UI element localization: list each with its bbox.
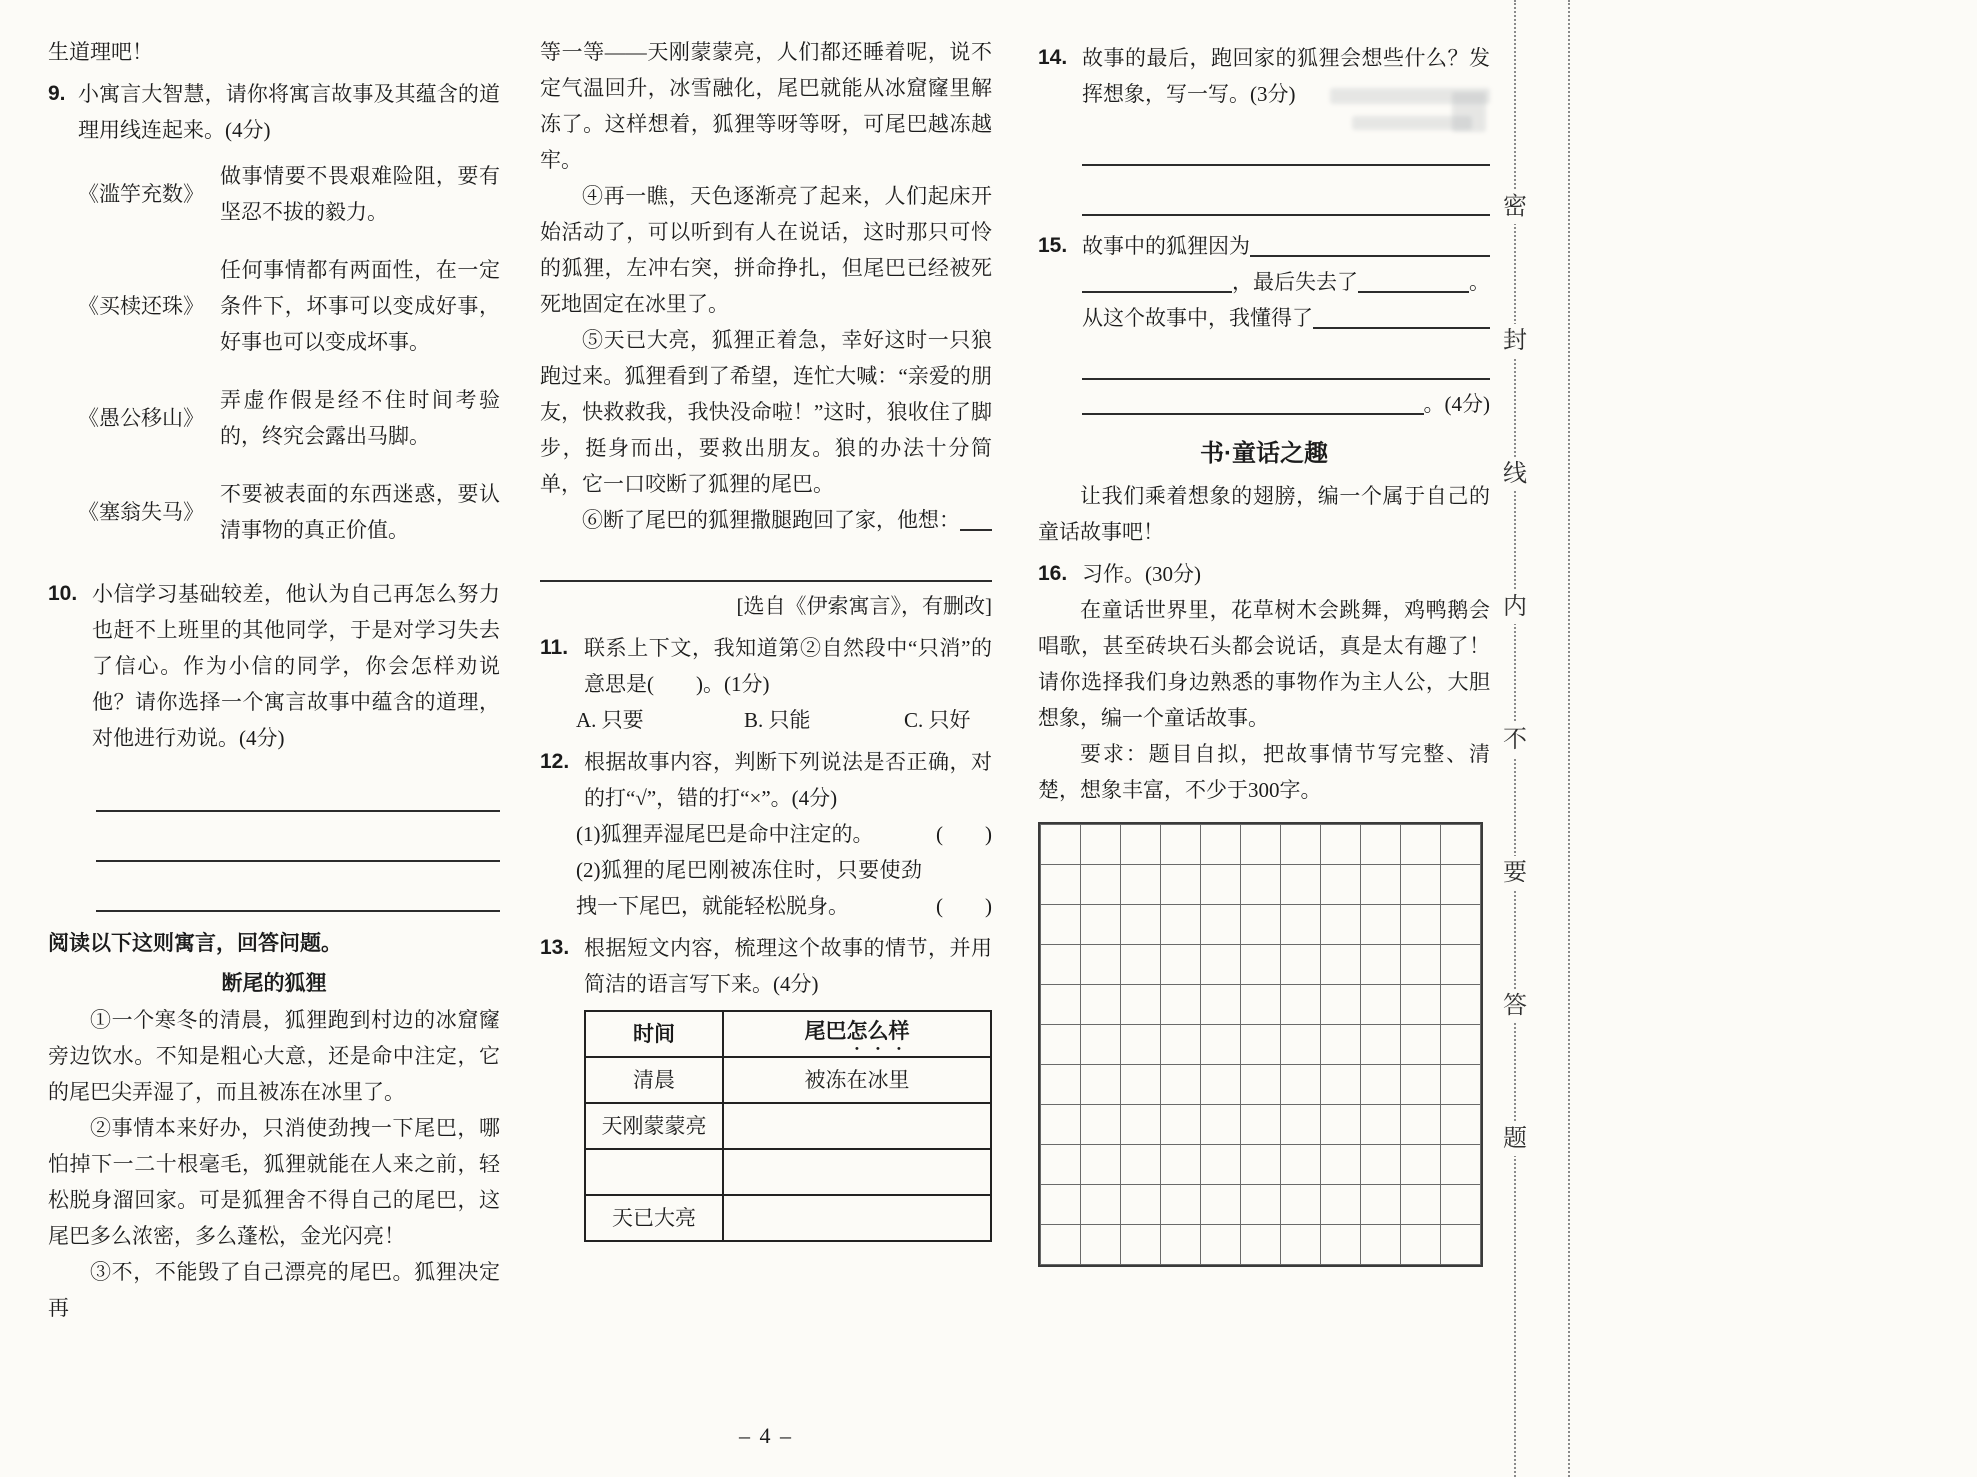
question-11-options <box>540 702 992 738</box>
answer-blank <box>96 818 500 862</box>
question-10-stem: 小信学习基础较差，他认为自己再怎么努力也赶不上班里的其他同学，于是对学习失去了信心。作为小信的同学，你会怎样劝说他？请你选择一个寓言故事中蕴含的道理，对他进行劝说。(4分) <box>92 582 500 750</box>
table-header-tail: 尾巴怎么样 <box>723 1011 991 1057</box>
answer-blank <box>960 529 992 531</box>
middle-column <box>540 34 992 1242</box>
table-cell <box>723 1195 991 1241</box>
question-16 <box>1038 556 1490 592</box>
reading-instruction: 阅读以下这则寓言，回答问题。 <box>48 932 342 955</box>
table-cell <box>723 1149 991 1195</box>
judge-item-2 <box>540 852 992 924</box>
story-paragraph-5: ⑤天已大亮，狐狸正着急，幸好这时一只狼跑过来。狐狸看到了希望，连忙大喊：“亲爱的朋友，快救救我，我快没命啦！”这时，狼收住了脚步，挺身而出，要救出朋友。狼的办法十分简单，它一口咬断了狐狸的尾巴。 <box>540 328 992 496</box>
option-a: A. 只要 <box>576 708 644 732</box>
binding-dotted-line-outer <box>1568 0 1570 1477</box>
story-paragraph-6 <box>540 502 992 538</box>
question-15 <box>1038 228 1490 422</box>
table-header-time: 时间 <box>585 1011 723 1057</box>
question-15-line-3: 从这个故事中，我懂得了 <box>1082 300 1490 336</box>
question-16-stem: 习作。(30分) <box>1082 562 1201 586</box>
question-9-stem: 小寓言大智慧，请你将寓言故事及其蕴含的道理用线连起来。(4分) <box>78 82 500 142</box>
composition-writing-grid[interactable] <box>1038 822 1483 1267</box>
question-13-number: 13. <box>540 936 570 959</box>
question-11-stem: 联系上下文，我知道第②自然段中“只消”的意思是( )。(1分) <box>584 636 992 696</box>
question-13 <box>540 930 992 1242</box>
page-number: – 4 – <box>739 1423 793 1448</box>
fable-moral: 任何事情都有两面性，在一定条件下，坏事可以变成好事，好事也可以变成坏事。 <box>220 258 500 354</box>
source-attribution: [选自《伊索寓言》，有删改] <box>736 594 992 618</box>
fable-moral: 弄虚作假是经不住时间考验的，终究会露出马脚。 <box>220 388 500 448</box>
binding-text-char: 封 <box>1498 324 1532 358</box>
question-12-stem: 根据故事内容，判断下列说法是否正确，对的打“√”，错的打“×”。(4分) <box>584 750 992 810</box>
question-16-number: 16. <box>1038 562 1068 585</box>
answer-blank <box>1313 327 1490 329</box>
binding-text-char: 内 <box>1498 590 1532 624</box>
answer-blank <box>1082 172 1490 216</box>
judge-item-1-parentheses: ( ) <box>936 822 992 846</box>
answer-blank <box>1082 122 1490 166</box>
fable-title: 《买椟还珠》 <box>78 294 204 318</box>
table-row <box>585 1149 991 1195</box>
question-10-number: 10. <box>48 582 78 605</box>
question-15-line-5: 。(4分) <box>1082 386 1490 422</box>
story-paragraph-6-text: ⑥断了尾巴的狐狸撒腿跑回了家，他想： <box>582 508 960 532</box>
matching-exercise <box>78 158 500 548</box>
fable-title: 《塞翁失马》 <box>78 500 204 524</box>
answer-blank <box>96 868 500 912</box>
question-14-stem: 故事的最后，跑回家的狐狸会想些什么？发挥想象，写一写。(3分) <box>1082 46 1490 106</box>
left-column <box>48 34 500 1326</box>
binding-text-char: 密 <box>1498 190 1532 224</box>
section-heading: 书·童话之趣 <box>1200 440 1328 467</box>
story-paragraph-2: ②事情本来好办，只消使劲拽一下尾巴，哪怕掉下一二十根毫毛，狐狸就能在人来之前，轻松脱身溜回家。可是狐狸舍不得自己的尾巴，这尾巴多么浓密，多么蓬松，金光闪亮！ <box>48 1116 500 1248</box>
question-16-requirements: 要求：题目自拟，把故事情节写完整、清楚，想象丰富，不少于300字。 <box>1038 742 1490 802</box>
story-paragraph-4: ④再一瞧，天色逐渐亮了起来，人们起床开始活动了，可以听到有人在说话，这时那只可怜的狐狸，左冲右突，拼命挣扎，但尾巴已经被死死地固定在冰里了。 <box>540 184 992 316</box>
option-c: C. 只好 <box>904 708 971 732</box>
fable-moral: 不要被表面的东西迷惑，要认清事物的真正价值。 <box>220 482 500 542</box>
table-cell: 天刚蒙蒙亮 <box>585 1103 723 1149</box>
story-paragraph-1: ①一个寒冬的清晨，狐狸跑到村边的冰窟窿旁边饮水。不知是粗心大意，还是命中注定，它的尾巴尖弄湿了，而且被冻在冰里了。 <box>48 1008 500 1104</box>
plot-table <box>584 1010 992 1242</box>
binding-text-char: 线 <box>1498 457 1532 491</box>
fable-title: 《愚公移山》 <box>78 406 204 430</box>
option-b: B. 只能 <box>744 708 811 732</box>
matching-pair <box>78 158 500 230</box>
matching-pair <box>78 252 500 360</box>
question-9 <box>48 76 500 570</box>
fable-moral: 做事情要不畏艰难险阻，要有坚忍不拔的毅力。 <box>220 164 500 224</box>
table-row <box>585 1103 991 1149</box>
story-paragraph-3-continued: 等一等——天刚蒙蒙亮，人们都还睡着呢，说不定气温回升，冰雪融化，尾巴就能从冰窟窿里解冻了。这样想着，狐狸等呀等呀，可尾巴越冻越牢。 <box>540 40 992 172</box>
question-10 <box>48 576 500 756</box>
question-12 <box>540 744 992 816</box>
question-16-prompt: 在童话世界里，花草树木会跳舞，鸡鸭鹅会唱歌，甚至砖块石头都会说话，真是太有趣了！请你选择我们身边熟悉的事物作为主人公，大胆想象，编一个童话故事。 <box>1038 598 1490 730</box>
answer-blank <box>1082 336 1490 380</box>
table-header-row <box>585 1011 991 1057</box>
judge-item-1-text: (1)狐狸弄湿尾巴是命中注定的。 <box>576 822 874 846</box>
question-11 <box>540 630 992 702</box>
question-12-number: 12. <box>540 750 570 773</box>
carryover-text: 生道理吧！ <box>48 40 153 64</box>
answer-blank <box>96 768 500 812</box>
question-9-number: 9. <box>48 82 66 105</box>
table-cell <box>585 1149 723 1195</box>
question-15-line-2: ，最后失去了 。 <box>1082 264 1490 300</box>
question-15-line-1: 故事中的狐狸因为 <box>1082 228 1490 264</box>
matching-pair <box>78 382 500 454</box>
judge-item-2-text: (2)狐狸的尾巴刚被冻住时，只要使劲拽一下尾巴，就能轻松脱身。 <box>576 858 922 918</box>
question-13-stem: 根据短文内容，梳理这个故事的情节，并用简洁的语言写下来。(4分) <box>584 936 992 996</box>
binding-text-char: 要 <box>1498 856 1532 890</box>
fable-title: 《滥竽充数》 <box>78 182 204 206</box>
table-cell: 被冻在冰里 <box>723 1057 991 1103</box>
table-cell <box>723 1103 991 1149</box>
question-15-number: 15. <box>1038 234 1068 257</box>
right-column <box>1038 34 1490 1267</box>
question-14-number: 14. <box>1038 46 1068 69</box>
story-title: 断尾的狐狸 <box>221 972 327 995</box>
question-14 <box>1038 40 1490 222</box>
story-paragraph-3: ③不，不能毁了自己漂亮的尾巴。狐狸决定再 <box>48 1260 500 1320</box>
answer-blank <box>1250 255 1490 257</box>
binding-text-char: 不 <box>1498 723 1532 757</box>
table-cell: 清晨 <box>585 1057 723 1103</box>
table-cell: 天已大亮 <box>585 1195 723 1241</box>
matching-pair <box>78 476 500 548</box>
binding-text-char: 题 <box>1498 1122 1532 1156</box>
answer-blank <box>1082 291 1232 293</box>
answer-blank <box>540 538 992 582</box>
table-row <box>585 1195 991 1241</box>
judge-item-1 <box>540 816 992 852</box>
section-intro: 让我们乘着想象的翅膀，编一个属于自己的童话故事吧！ <box>1038 484 1490 544</box>
question-11-number: 11. <box>540 636 569 659</box>
judge-item-2-parentheses: ( ) <box>936 894 992 918</box>
answer-blank <box>1082 413 1424 415</box>
table-row <box>585 1057 991 1103</box>
answer-blank <box>1358 291 1469 293</box>
binding-text-char: 答 <box>1498 989 1532 1023</box>
